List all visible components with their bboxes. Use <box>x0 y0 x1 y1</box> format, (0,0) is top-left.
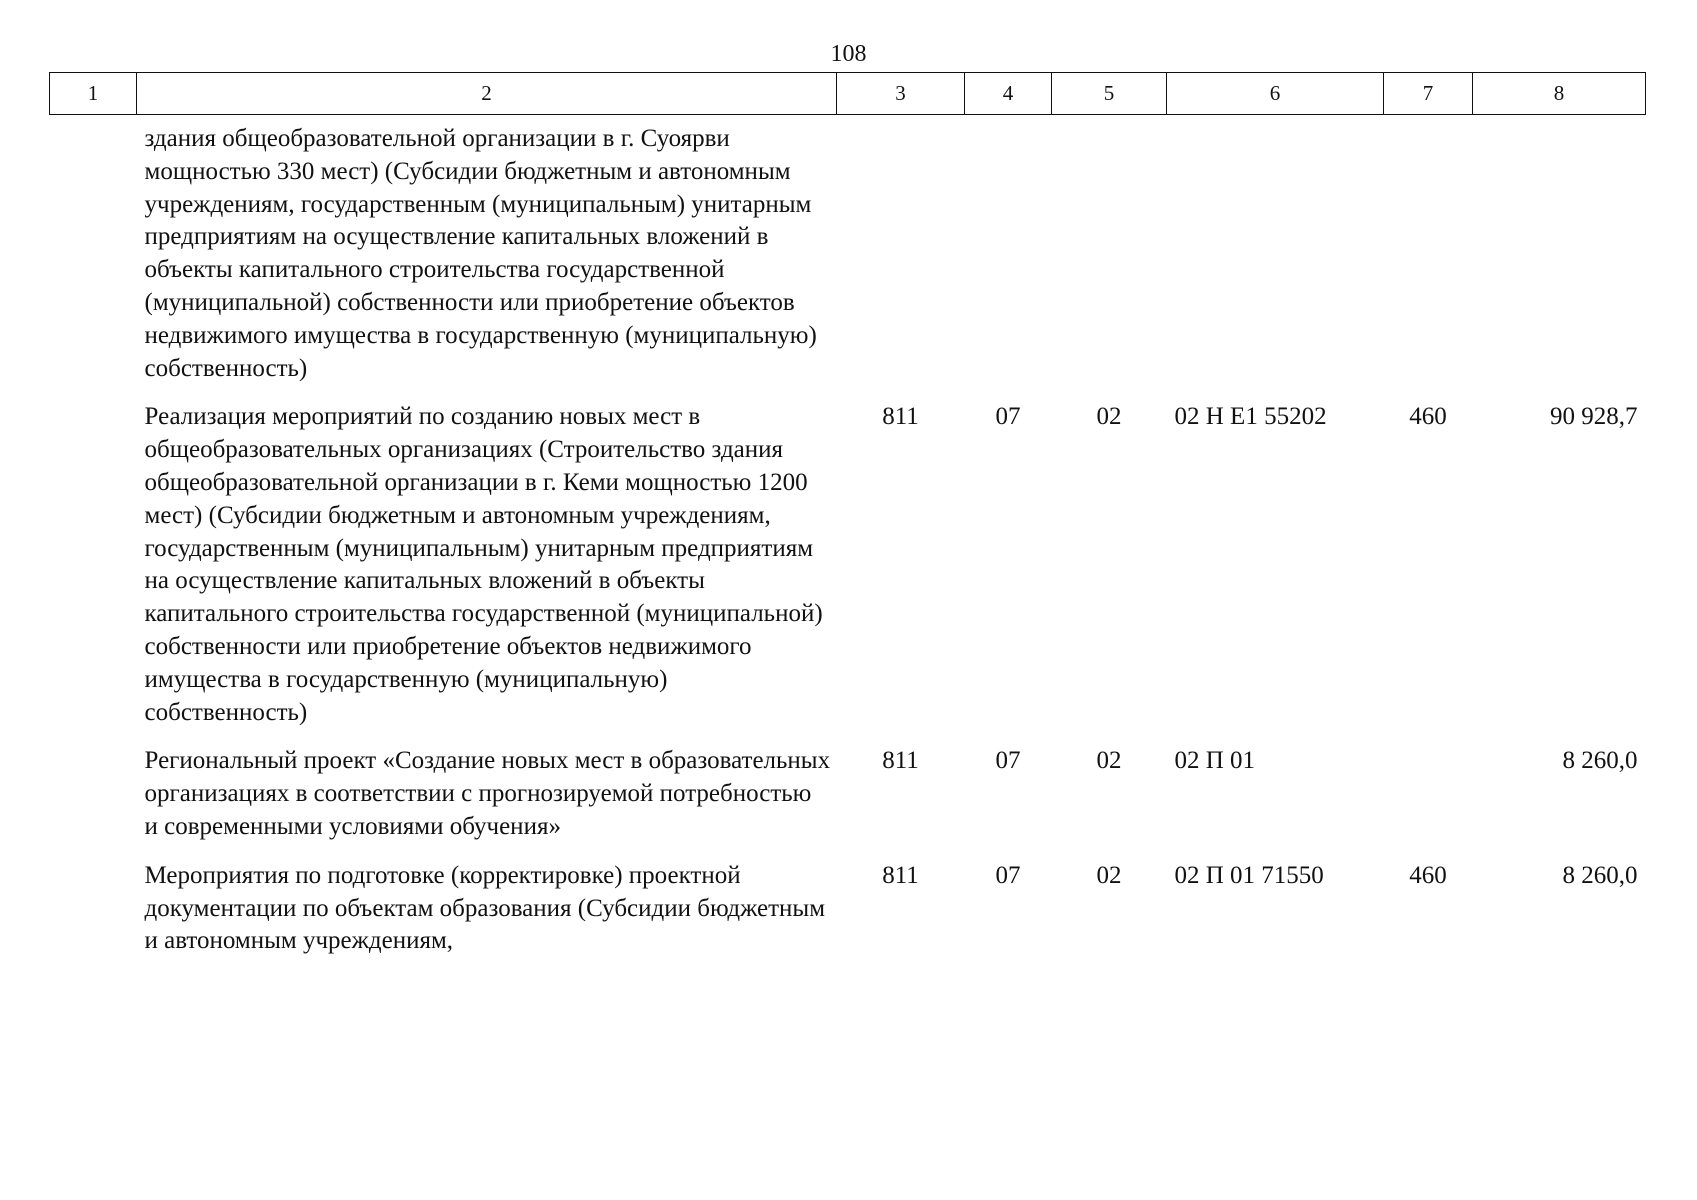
header-col-2: 2 <box>137 73 837 115</box>
amount-cell: 8 260,0 <box>1562 861 1638 889</box>
section-code-cell <box>965 115 1052 386</box>
table-row <box>50 729 1646 843</box>
budget-table <box>49 72 1646 958</box>
header-col-4: 4 <box>965 73 1052 115</box>
description-cell: Реализация мероприятий по созданию новых мест в общеобразовательных организациях (Строительство здания общеобразовательной организации в г. Кеми мощностью 1200 мест) (Субсидии бюджетным и автономным учреждениям, государственным (муниципальным) унитарным предприятиям на осуществление капитальных вложений в объекты капитального строительства государственной (муниципальной) собственности или приобретение объектов недвижимого имущества в государственную (муниципальную) собственность) <box>144 403 823 726</box>
expense-type-cell: 460 <box>1409 403 1447 431</box>
header-col-8: 8 <box>1473 73 1646 115</box>
subsection-code-cell: 02 <box>1096 861 1122 889</box>
ministry-code-cell: 811 <box>882 403 919 431</box>
ministry-code-cell: 811 <box>882 861 919 889</box>
page-number: 108 <box>830 41 867 67</box>
expense-type-cell <box>1384 729 1473 843</box>
subsection-code-cell: 02 <box>1096 747 1122 775</box>
row-index-cell <box>50 729 137 843</box>
target-article-cell <box>1167 115 1384 386</box>
header-col-1: 1 <box>50 73 137 115</box>
subsection-code-cell: 02 <box>1096 403 1122 431</box>
target-article-cell: 02 Н Е1 55202 <box>1174 403 1327 431</box>
header-col-3: 3 <box>837 73 965 115</box>
table-row <box>50 385 1646 729</box>
amount-cell: 8 260,0 <box>1562 747 1638 775</box>
target-article-cell: 02 П 01 <box>1174 747 1256 775</box>
expense-type-cell: 460 <box>1409 861 1447 889</box>
description-cell: Региональный проект «Создание новых мест в образовательных организациях в соответствии с прогнозируемой потребностью и современными условиями обучения» <box>144 747 831 840</box>
header-row <box>50 73 1646 115</box>
section-code-cell: 07 <box>995 747 1021 775</box>
target-article-cell: 02 П 01 71550 <box>1174 861 1324 889</box>
header-col-6: 6 <box>1167 73 1384 115</box>
amount-cell: 90 928,7 <box>1550 403 1638 431</box>
section-code-cell: 07 <box>995 861 1021 889</box>
ministry-code-cell <box>837 115 965 386</box>
header-col-5: 5 <box>1052 73 1167 115</box>
table-body <box>50 115 1646 959</box>
row-index-cell <box>50 385 137 729</box>
table-row <box>50 844 1646 958</box>
subsection-code-cell <box>1052 115 1167 386</box>
row-index-cell <box>50 844 137 958</box>
row-index-cell <box>50 115 137 386</box>
table-row <box>50 115 1646 386</box>
expense-type-cell <box>1384 115 1473 386</box>
description-cell: здания общеобразовательной организации в г. Суоярви мощностью 330 мест) (Субсидии бюджетным и автономным учреждениям, государственным (муниципальным) унитарным предприятиям на осуществление капитальных вложений в объекты капитального строительства государственной (муниципальной) собственности или приобретение объектов недвижимого имущества в государственную (муниципальную) собственность) <box>144 125 817 382</box>
table-header <box>50 73 1646 115</box>
description-cell: Мероприятия по подготовке (корректировке) проектной документации по объектам образования (Субсидии бюджетным и автономным учреждениям, <box>144 861 826 955</box>
header-col-7: 7 <box>1384 73 1473 115</box>
ministry-code-cell: 811 <box>882 747 919 775</box>
section-code-cell: 07 <box>995 403 1021 431</box>
amount-cell <box>1473 115 1646 386</box>
